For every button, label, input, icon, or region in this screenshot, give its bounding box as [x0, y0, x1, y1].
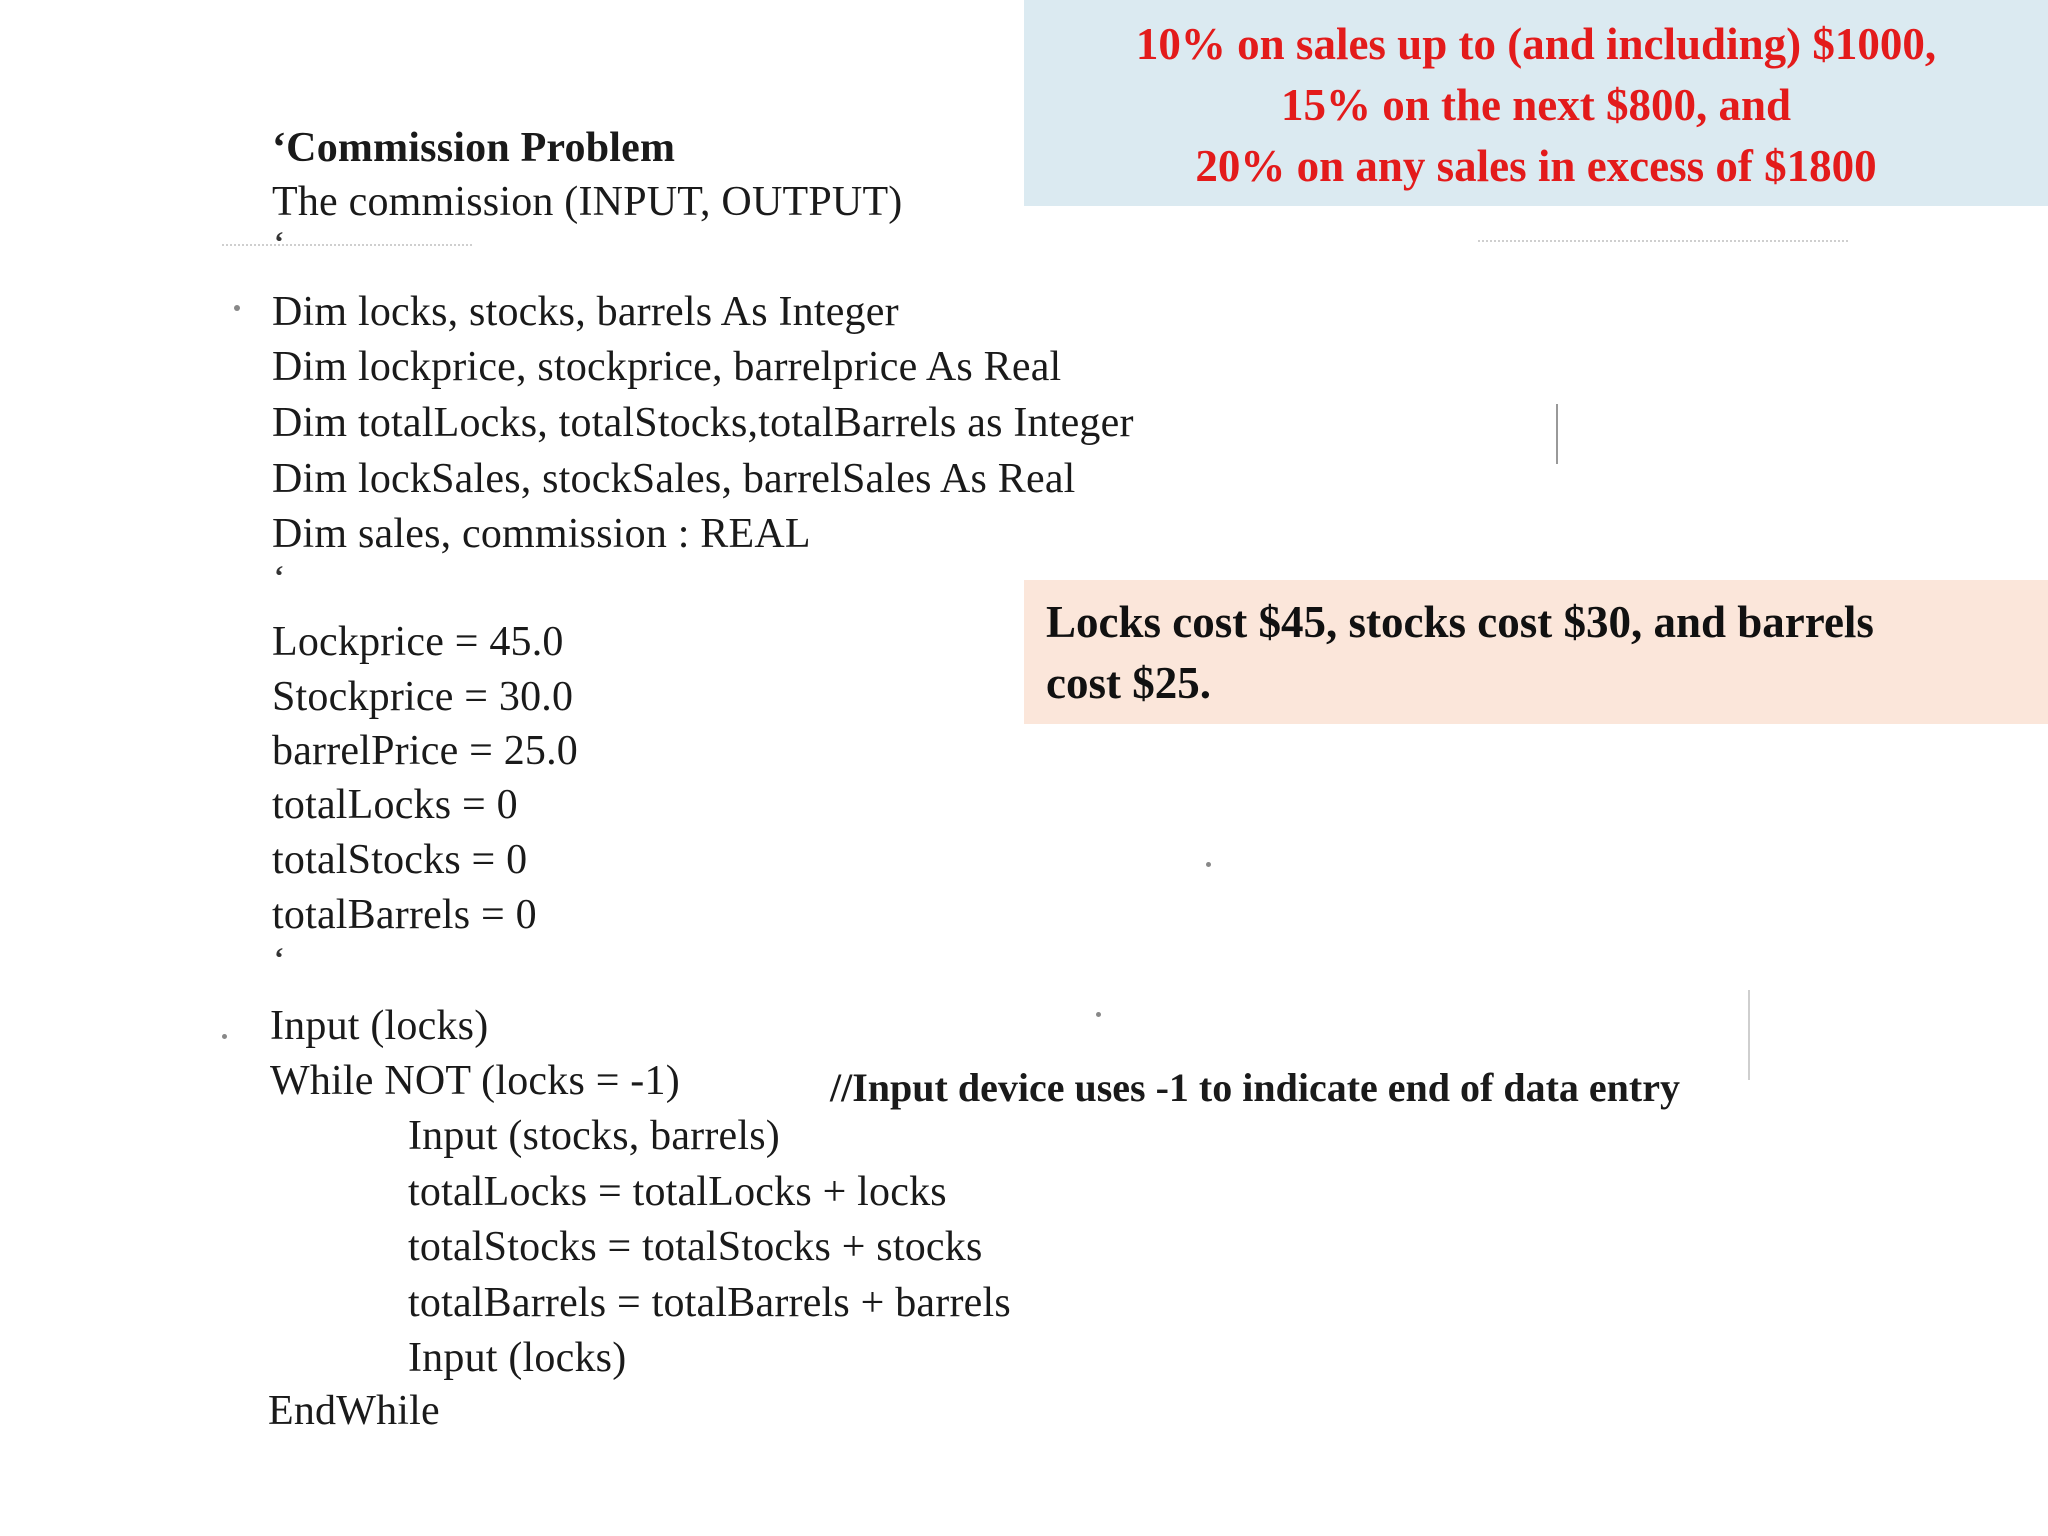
commission-rate-line-1: 10% on sales up to (and including) $1000, — [1135, 18, 1937, 69]
commission-rate-line-3: 20% on any sales in excess of $1800 — [1195, 140, 1877, 191]
scan-speck — [222, 1034, 227, 1039]
code-declaration-3: Dim totalLocks, totalStocks,totalBarrels as Integer — [272, 400, 1134, 446]
code-declaration-5: Dim sales, commission : REAL — [272, 511, 811, 557]
code-init-4: totalLocks = 0 — [272, 782, 518, 828]
code-init-5: totalStocks = 0 — [272, 837, 528, 883]
code-loop-body-2: totalLocks = totalLocks + locks — [408, 1169, 947, 1215]
scan-artifact-dots — [1478, 240, 1848, 242]
code-init-1: Lockprice = 45.0 — [272, 619, 564, 665]
scan-artifact-line — [1556, 404, 1558, 464]
blank-comment-tick: ‘ — [274, 226, 284, 259]
code-loop-body-5: Input (locks) — [408, 1335, 627, 1381]
scan-artifact-line — [1748, 990, 1750, 1080]
scan-artifact-dots — [222, 244, 472, 246]
code-title: ‘Commission Problem — [272, 125, 676, 171]
scan-speck — [234, 305, 240, 311]
code-init-6: totalBarrels = 0 — [272, 892, 537, 938]
code-while-header: While NOT (locks = -1) — [270, 1058, 680, 1104]
scan-speck — [1096, 1012, 1101, 1017]
blank-comment-tick: ‘ — [274, 942, 284, 975]
code-declaration-4: Dim lockSales, stockSales, barrelSales As Real — [272, 456, 1076, 502]
code-input-locks: Input (locks) — [270, 1003, 489, 1049]
code-loop-body-1: Input (stocks, barrels) — [408, 1113, 780, 1159]
code-loop-body-3: totalStocks = totalStocks + stocks — [408, 1224, 983, 1270]
code-declaration-1: Dim locks, stocks, barrels As Integer — [272, 289, 899, 335]
code-declaration-2: Dim lockprice, stockprice, barrelprice As Real — [272, 344, 1062, 390]
price-callout — [1024, 580, 2048, 724]
price-line-1: Locks cost $45, stocks cost $30, and barrels — [1046, 597, 1874, 647]
commission-rate-callout — [1024, 0, 2048, 206]
scan-speck — [1206, 862, 1211, 867]
commission-rate-line-2: 15% on the next $800, and — [1280, 79, 1792, 130]
price-line-2: cost $25. — [1046, 658, 1211, 708]
code-init-2: Stockprice = 30.0 — [272, 674, 574, 720]
code-while-comment: //Input device uses -1 to indicate end of data entry — [830, 1065, 1680, 1110]
code-loop-body-4: totalBarrels = totalBarrels + barrels — [408, 1280, 1011, 1326]
code-end-while: EndWhile — [268, 1388, 440, 1434]
code-signature: The commission (INPUT, OUTPUT) — [272, 179, 903, 225]
blank-comment-tick: ‘ — [274, 560, 284, 593]
code-init-3: barrelPrice = 25.0 — [272, 728, 579, 774]
